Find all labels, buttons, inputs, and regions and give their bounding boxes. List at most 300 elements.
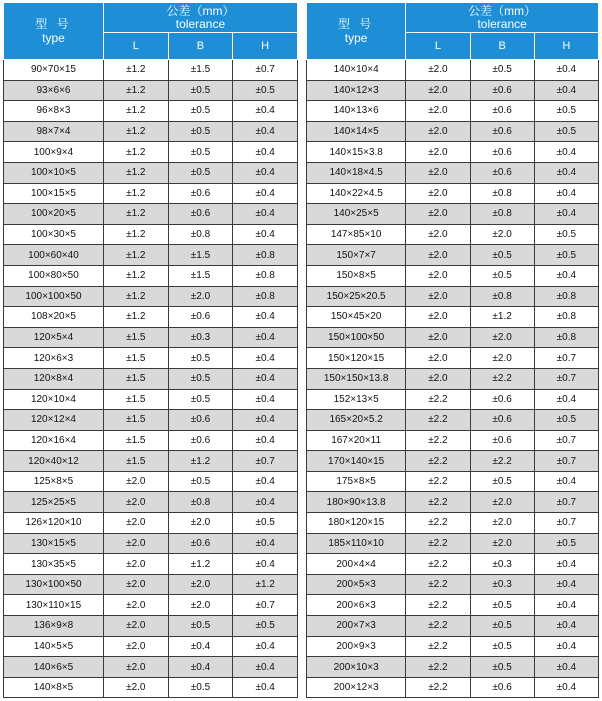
l-tolerance-cell: ±1.2 [103, 101, 168, 122]
b-tolerance-cell: ±0.6 [470, 142, 534, 163]
tolerance-header-en: tolerance [175, 16, 226, 31]
l-tolerance-cell: ±2.0 [406, 183, 470, 204]
h-tolerance-cell: ±0.8 [233, 245, 298, 266]
l-tolerance-cell: ±1.2 [103, 60, 168, 81]
table-row [4, 451, 298, 472]
type-cell: 96×8×3 [4, 101, 104, 122]
h-tolerance-cell: ±0.4 [233, 348, 298, 369]
b-tolerance-cell: ±0.5 [168, 80, 233, 101]
type-cell: 140×22×4.5 [307, 183, 406, 204]
l-tolerance-cell: ±2.0 [103, 471, 168, 492]
b-tolerance-cell: ±0.5 [168, 101, 233, 122]
l-tolerance-cell: ±1.2 [103, 245, 168, 266]
l-tolerance-cell: ±2.0 [406, 245, 470, 266]
h-tolerance-cell: ±0.5 [233, 616, 298, 637]
l-tolerance-cell: ±2.0 [103, 492, 168, 513]
table-row [307, 636, 599, 657]
b-tolerance-cell: ±0.5 [470, 616, 534, 637]
table-row [307, 121, 599, 142]
h-tolerance-cell: ±0.4 [233, 677, 298, 698]
l-tolerance-cell: ±2.0 [406, 286, 470, 307]
l-tolerance-cell: ±1.5 [103, 327, 168, 348]
type-cell: 108×20×5 [4, 307, 104, 328]
table-row [4, 224, 298, 245]
table-row [4, 677, 298, 698]
type-cell: 165×20×5.2 [307, 410, 406, 431]
type-cell: 90×70×15 [4, 60, 104, 81]
type-cell: 140×5×5 [4, 636, 104, 657]
table-row [4, 410, 298, 431]
h-tolerance-cell: ±0.4 [534, 595, 598, 616]
type-cell: 152×13×5 [307, 389, 406, 410]
table-body-right [307, 60, 599, 698]
type-cell: 185×110×10 [307, 533, 406, 554]
table-row [4, 574, 298, 595]
tolerance-header-en: tolerance [477, 16, 527, 31]
type-header-en: type [42, 31, 65, 45]
h-tolerance-cell: ±0.4 [233, 162, 298, 183]
h-tolerance-cell: ±0.4 [534, 204, 598, 225]
h-tolerance-cell: ±0.4 [233, 657, 298, 678]
b-tolerance-cell: ±1.5 [168, 265, 233, 286]
type-cell: 100×80×50 [4, 265, 104, 286]
type-cell: 100×9×4 [4, 142, 104, 163]
l-tolerance-cell: ±2.0 [103, 554, 168, 575]
b-tolerance-cell: ±2.2 [470, 368, 534, 389]
type-cell: 180×120×15 [307, 513, 406, 534]
table-row [307, 677, 599, 698]
h-tolerance-cell: ±0.4 [233, 101, 298, 122]
table-row [307, 183, 599, 204]
b-tolerance-cell: ±2.0 [168, 513, 233, 534]
l-tolerance-cell: ±2.2 [406, 677, 470, 698]
l-tolerance-cell: ±1.5 [103, 368, 168, 389]
type-cell: 100×30×5 [4, 224, 104, 245]
b-tolerance-cell: ±2.0 [168, 574, 233, 595]
l-tolerance-cell: ±1.2 [103, 286, 168, 307]
table-body-left [4, 60, 298, 698]
l-tolerance-cell: ±1.2 [103, 80, 168, 101]
type-cell: 150×100×50 [307, 327, 406, 348]
b-tolerance-cell: ±0.6 [470, 410, 534, 431]
l-tolerance-cell: ±2.0 [406, 307, 470, 328]
type-cell: 147×85×10 [307, 224, 406, 245]
tolerance-table-right [306, 2, 599, 698]
table-row [4, 389, 298, 410]
tolerance-table-left [3, 2, 298, 698]
h-tolerance-cell: ±0.4 [233, 471, 298, 492]
l-tolerance-cell: ±2.2 [406, 513, 470, 534]
h-tolerance-cell: ±0.4 [534, 162, 598, 183]
table-row [4, 430, 298, 451]
b-tolerance-cell: ±1.5 [168, 245, 233, 266]
b-tolerance-cell: ±0.5 [168, 389, 233, 410]
table-row [307, 574, 599, 595]
type-header-en: type [344, 31, 368, 45]
b-tolerance-cell: ±2.0 [470, 348, 534, 369]
type-cell: 167×20×11 [307, 430, 406, 451]
l-tolerance-cell: ±1.2 [103, 307, 168, 328]
l-tolerance-cell: ±2.2 [406, 389, 470, 410]
table-row [4, 286, 298, 307]
table-row [4, 616, 298, 637]
table-row [4, 595, 298, 616]
l-tolerance-cell: ±1.5 [103, 348, 168, 369]
table-row [307, 492, 599, 513]
l-tolerance-cell: ±1.2 [103, 162, 168, 183]
b-tolerance-cell: ±0.6 [470, 121, 534, 142]
type-cell: 200×5×3 [307, 574, 406, 595]
l-tolerance-cell: ±1.5 [103, 389, 168, 410]
table-row [307, 410, 599, 431]
type-cell: 150×8×5 [307, 265, 406, 286]
h-tolerance-cell: ±0.5 [534, 101, 598, 122]
h-tolerance-cell: ±0.8 [534, 286, 598, 307]
type-cell: 150×7×7 [307, 245, 406, 266]
type-cell: 150×120×15 [307, 348, 406, 369]
h-tolerance-cell: ±0.4 [534, 265, 598, 286]
h-tolerance-cell: ±0.4 [233, 430, 298, 451]
table-row [307, 286, 599, 307]
l-tolerance-cell: ±2.2 [406, 574, 470, 595]
b-tolerance-cell: ±0.5 [168, 121, 233, 142]
type-cell: 130×15×5 [4, 533, 104, 554]
h-tolerance-cell: ±0.4 [534, 389, 598, 410]
type-cell: 120×5×4 [4, 327, 104, 348]
table-row [307, 162, 599, 183]
l-tolerance-cell: ±2.0 [103, 636, 168, 657]
h-tolerance-cell: ±0.7 [534, 348, 598, 369]
b-tolerance-cell: ±0.6 [470, 430, 534, 451]
l-tolerance-cell: ±1.2 [103, 224, 168, 245]
l-tolerance-cell: ±2.2 [406, 430, 470, 451]
h-tolerance-cell: ±0.4 [534, 471, 598, 492]
type-cell: 140×12×3 [307, 80, 406, 101]
h-tolerance-cell: ±0.4 [233, 327, 298, 348]
type-cell: 120×12×4 [4, 410, 104, 431]
table-row [307, 389, 599, 410]
tolerance-header [103, 3, 297, 33]
h-tolerance-cell: ±0.5 [534, 410, 598, 431]
table-row [4, 492, 298, 513]
b-tolerance-cell: ±0.5 [470, 265, 534, 286]
l-tolerance-cell: ±2.2 [406, 657, 470, 678]
b-tolerance-cell: ±0.5 [470, 636, 534, 657]
l-tolerance-cell: ±2.0 [103, 616, 168, 637]
b-tolerance-cell: ±2.0 [168, 286, 233, 307]
l-tolerance-cell: ±2.2 [406, 595, 470, 616]
l-tolerance-cell: ±1.2 [103, 121, 168, 142]
h-tolerance-cell: ±0.7 [233, 451, 298, 472]
l-tolerance-cell: ±2.0 [406, 265, 470, 286]
h-tolerance-cell: ±0.7 [534, 430, 598, 451]
col-header-l: L [103, 33, 168, 60]
type-cell: 200×4×4 [307, 554, 406, 575]
b-tolerance-cell: ±0.6 [470, 389, 534, 410]
type-cell: 200×10×3 [307, 657, 406, 678]
type-cell: 140×6×5 [4, 657, 104, 678]
table-row [307, 595, 599, 616]
col-header-h: H [534, 33, 598, 60]
table-row [307, 430, 599, 451]
table-row [307, 224, 599, 245]
b-tolerance-cell: ±0.3 [168, 327, 233, 348]
b-tolerance-cell: ±1.2 [168, 451, 233, 472]
l-tolerance-cell: ±2.2 [406, 471, 470, 492]
b-tolerance-cell: ±0.8 [168, 492, 233, 513]
type-cell: 140×25×5 [307, 204, 406, 225]
type-cell: 98×7×4 [4, 121, 104, 142]
h-tolerance-cell: ±0.4 [534, 657, 598, 678]
b-tolerance-cell: ±0.5 [168, 142, 233, 163]
h-tolerance-cell: ±0.4 [534, 574, 598, 595]
h-tolerance-cell: ±0.4 [233, 121, 298, 142]
l-tolerance-cell: ±2.0 [406, 101, 470, 122]
h-tolerance-cell: ±0.4 [534, 616, 598, 637]
table-row [307, 204, 599, 225]
h-tolerance-cell: ±0.7 [233, 595, 298, 616]
h-tolerance-cell: ±0.8 [233, 265, 298, 286]
h-tolerance-cell: ±0.7 [534, 451, 598, 472]
l-tolerance-cell: ±2.0 [406, 327, 470, 348]
h-tolerance-cell: ±0.8 [534, 307, 598, 328]
table-row [307, 471, 599, 492]
l-tolerance-cell: ±2.0 [406, 80, 470, 101]
type-cell: 120×16×4 [4, 430, 104, 451]
b-tolerance-cell: ±0.6 [168, 410, 233, 431]
table-row [307, 60, 599, 81]
type-cell: 200×9×3 [307, 636, 406, 657]
b-tolerance-cell: ±0.3 [470, 554, 534, 575]
b-tolerance-cell: ±0.8 [470, 204, 534, 225]
h-tolerance-cell: ±0.4 [233, 410, 298, 431]
h-tolerance-cell: ±0.4 [534, 142, 598, 163]
type-cell: 126×120×10 [4, 513, 104, 534]
b-tolerance-cell: ±2.0 [470, 492, 534, 513]
table-row [307, 533, 599, 554]
type-header [307, 3, 406, 60]
type-cell: 93×6×6 [4, 80, 104, 101]
l-tolerance-cell: ±2.0 [406, 348, 470, 369]
type-cell: 140×14×5 [307, 121, 406, 142]
l-tolerance-cell: ±2.0 [103, 533, 168, 554]
type-cell: 130×35×5 [4, 554, 104, 575]
h-tolerance-cell: ±0.4 [534, 636, 598, 657]
h-tolerance-cell: ±0.4 [534, 60, 598, 81]
table-row [4, 636, 298, 657]
h-tolerance-cell: ±0.8 [534, 327, 598, 348]
table-row [307, 657, 599, 678]
h-tolerance-cell: ±0.4 [233, 533, 298, 554]
h-tolerance-cell: ±0.4 [233, 554, 298, 575]
h-tolerance-cell: ±0.7 [233, 60, 298, 81]
l-tolerance-cell: ±1.2 [103, 142, 168, 163]
h-tolerance-cell: ±0.5 [534, 533, 598, 554]
table-row [307, 327, 599, 348]
table-row [4, 162, 298, 183]
b-tolerance-cell: ±2.0 [470, 513, 534, 534]
l-tolerance-cell: ±2.2 [406, 554, 470, 575]
b-tolerance-cell: ±0.6 [168, 307, 233, 328]
table-row [4, 368, 298, 389]
table-row [307, 451, 599, 472]
h-tolerance-cell: ±0.4 [233, 307, 298, 328]
type-cell: 170×140×15 [307, 451, 406, 472]
h-tolerance-cell: ±0.5 [534, 121, 598, 142]
b-tolerance-cell: ±0.6 [470, 101, 534, 122]
b-tolerance-cell: ±0.6 [470, 80, 534, 101]
h-tolerance-cell: ±0.5 [534, 224, 598, 245]
type-header-zh: 型 号 [337, 17, 375, 31]
l-tolerance-cell: ±2.0 [103, 595, 168, 616]
type-cell: 150×25×20.5 [307, 286, 406, 307]
h-tolerance-cell: ±0.4 [233, 492, 298, 513]
h-tolerance-cell: ±1.2 [233, 574, 298, 595]
type-cell: 180×90×13.8 [307, 492, 406, 513]
l-tolerance-cell: ±2.0 [406, 204, 470, 225]
type-header-zh: 型 号 [35, 17, 72, 31]
table-row [4, 245, 298, 266]
l-tolerance-cell: ±1.5 [103, 410, 168, 431]
type-cell: 130×110×15 [4, 595, 104, 616]
h-tolerance-cell: ±0.4 [534, 80, 598, 101]
table-row [4, 101, 298, 122]
b-tolerance-cell: ±0.6 [168, 533, 233, 554]
type-cell: 200×12×3 [307, 677, 406, 698]
b-tolerance-cell: ±0.8 [470, 183, 534, 204]
b-tolerance-cell: ±0.8 [168, 224, 233, 245]
h-tolerance-cell: ±0.4 [233, 368, 298, 389]
table-row [307, 80, 599, 101]
h-tolerance-cell: ±0.7 [534, 368, 598, 389]
b-tolerance-cell: ±0.6 [168, 430, 233, 451]
table-row [307, 265, 599, 286]
table-row [307, 616, 599, 637]
type-cell: 120×8×4 [4, 368, 104, 389]
b-tolerance-cell: ±1.2 [168, 554, 233, 575]
h-tolerance-cell: ±0.5 [233, 513, 298, 534]
b-tolerance-cell: ±0.5 [168, 368, 233, 389]
table-row [307, 368, 599, 389]
h-tolerance-cell: ±0.4 [233, 636, 298, 657]
type-cell: 100×20×5 [4, 204, 104, 225]
tolerance-header-zh: 公差（mm） [468, 3, 537, 18]
b-tolerance-cell: ±2.0 [470, 224, 534, 245]
table-row [4, 471, 298, 492]
b-tolerance-cell: ±0.5 [470, 471, 534, 492]
table-row [4, 142, 298, 163]
b-tolerance-cell: ±1.2 [470, 307, 534, 328]
table-row [307, 513, 599, 534]
l-tolerance-cell: ±2.0 [103, 574, 168, 595]
l-tolerance-cell: ±2.2 [406, 492, 470, 513]
b-tolerance-cell: ±0.5 [470, 60, 534, 81]
b-tolerance-cell: ±1.5 [168, 60, 233, 81]
table-row [4, 657, 298, 678]
type-cell: 136×9×8 [4, 616, 104, 637]
l-tolerance-cell: ±2.2 [406, 616, 470, 637]
b-tolerance-cell: ±0.5 [168, 677, 233, 698]
table-row [4, 60, 298, 81]
type-cell: 200×7×3 [307, 616, 406, 637]
h-tolerance-cell: ±0.4 [233, 142, 298, 163]
tolerance-header-zh: 公差（mm） [166, 3, 235, 18]
tolerance-header [406, 3, 599, 33]
b-tolerance-cell: ±2.0 [470, 533, 534, 554]
table-row [307, 348, 599, 369]
table-row [4, 265, 298, 286]
l-tolerance-cell: ±2.0 [103, 677, 168, 698]
l-tolerance-cell: ±2.0 [406, 121, 470, 142]
type-header [4, 3, 104, 60]
table-row [4, 307, 298, 328]
col-header-l: L [406, 33, 470, 60]
h-tolerance-cell: ±0.5 [534, 245, 598, 266]
table-row [307, 554, 599, 575]
b-tolerance-cell: ±2.0 [470, 327, 534, 348]
table-row [4, 183, 298, 204]
type-cell: 200×6×3 [307, 595, 406, 616]
table-row [4, 327, 298, 348]
h-tolerance-cell: ±0.7 [534, 513, 598, 534]
l-tolerance-cell: ±1.5 [103, 430, 168, 451]
table-row [4, 348, 298, 369]
col-header-b: B [470, 33, 534, 60]
l-tolerance-cell: ±1.2 [103, 265, 168, 286]
type-cell: 140×13×6 [307, 101, 406, 122]
type-cell: 100×60×40 [4, 245, 104, 266]
b-tolerance-cell: ±0.5 [168, 471, 233, 492]
table-row [307, 101, 599, 122]
table-row [4, 513, 298, 534]
type-cell: 150×150×13.8 [307, 368, 406, 389]
type-cell: 140×15×3.8 [307, 142, 406, 163]
type-cell: 175×8×5 [307, 471, 406, 492]
l-tolerance-cell: ±2.2 [406, 451, 470, 472]
type-cell: 140×8×5 [4, 677, 104, 698]
table-row [4, 121, 298, 142]
table-row [4, 533, 298, 554]
b-tolerance-cell: ±0.4 [168, 657, 233, 678]
l-tolerance-cell: ±2.2 [406, 636, 470, 657]
type-cell: 125×8×5 [4, 471, 104, 492]
type-cell: 100×10×5 [4, 162, 104, 183]
h-tolerance-cell: ±0.4 [233, 183, 298, 204]
type-cell: 140×10×4 [307, 60, 406, 81]
h-tolerance-cell: ±0.4 [233, 204, 298, 225]
type-cell: 120×6×3 [4, 348, 104, 369]
b-tolerance-cell: ±0.6 [470, 162, 534, 183]
l-tolerance-cell: ±1.2 [103, 204, 168, 225]
h-tolerance-cell: ±0.4 [534, 677, 598, 698]
l-tolerance-cell: ±2.0 [406, 60, 470, 81]
b-tolerance-cell: ±0.5 [470, 657, 534, 678]
type-cell: 120×10×4 [4, 389, 104, 410]
col-header-b: B [168, 33, 233, 60]
b-tolerance-cell: ±0.6 [168, 183, 233, 204]
b-tolerance-cell: ±0.5 [168, 616, 233, 637]
type-cell: 100×15×5 [4, 183, 104, 204]
type-cell: 150×45×20 [307, 307, 406, 328]
table-row [4, 204, 298, 225]
l-tolerance-cell: ±2.0 [406, 224, 470, 245]
l-tolerance-cell: ±1.5 [103, 451, 168, 472]
l-tolerance-cell: ±2.2 [406, 533, 470, 554]
table-row [307, 307, 599, 328]
l-tolerance-cell: ±1.2 [103, 183, 168, 204]
table-row [307, 245, 599, 266]
b-tolerance-cell: ±2.2 [470, 451, 534, 472]
